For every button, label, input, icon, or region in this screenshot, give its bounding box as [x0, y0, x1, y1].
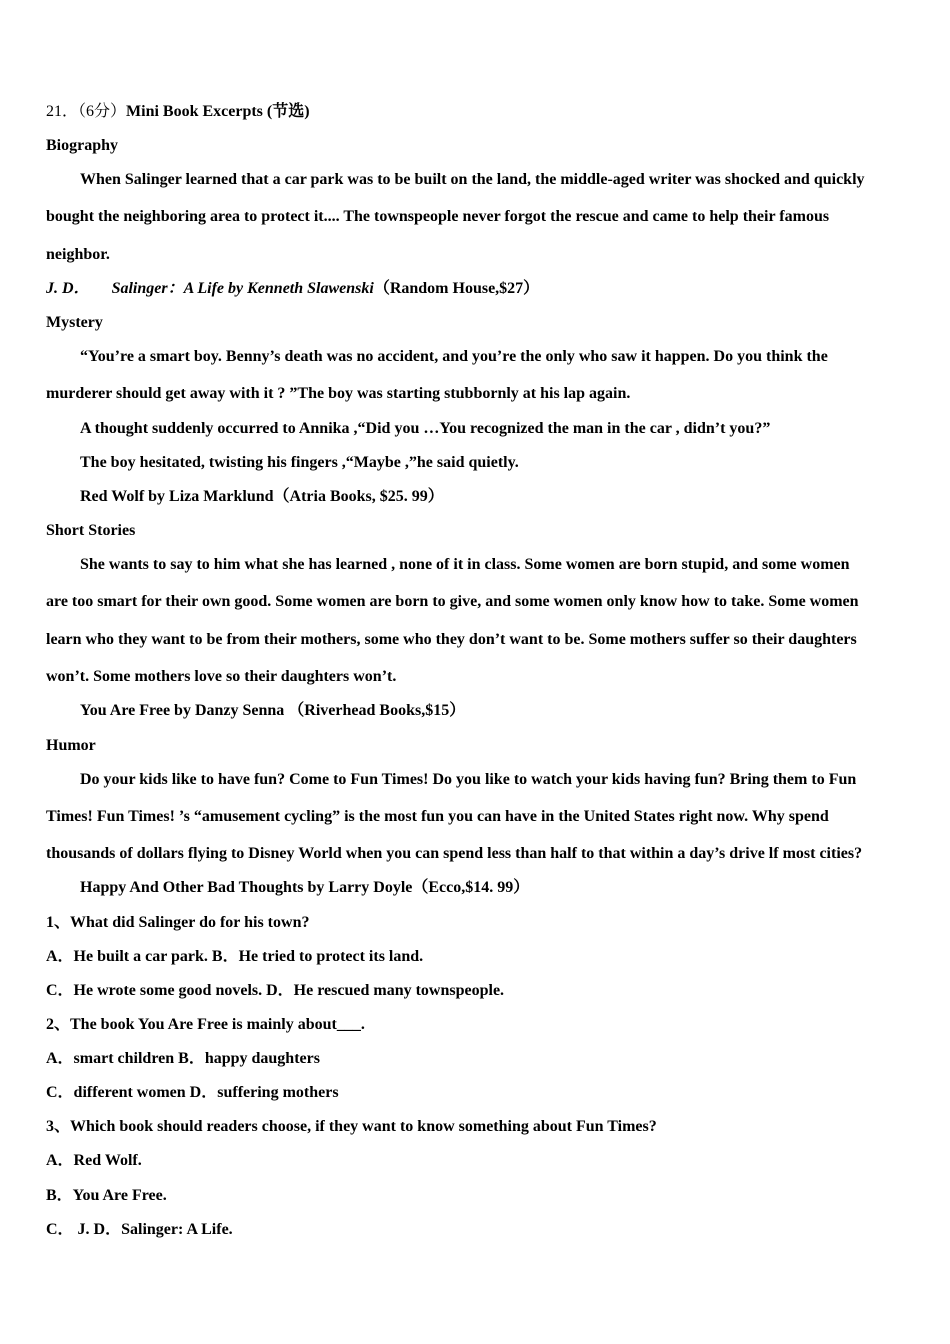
question-stem: 3、Which book should readers choose, if they want to know something about Fun Times?	[46, 1118, 657, 1135]
section-heading-mystery: Mystery	[46, 314, 103, 331]
mystery-book-source: Red Wolf by Liza Marklund（Atria Books, $25. 99）	[80, 488, 444, 505]
humor-line: thousands of dollars flying to Disney World when you can spend less than half to that within a day’s drive lf most cities?	[46, 845, 863, 862]
question-option: B．You Are Free.	[46, 1187, 167, 1204]
question-option: C． J. D．Salinger: A Life.	[46, 1221, 233, 1238]
biography-line: neighbor.	[46, 246, 110, 263]
short-stories-line: She wants to say to him what she has learned , none of it in class. Some women are born stupid, and some women	[80, 556, 850, 573]
humor-line: Do your kids like to have fun? Come to Fun Times! Do you like to watch your kids having fun? Bring them to Fun	[80, 771, 857, 788]
question-options: A．He built a car park. B．He tried to protect its land.	[46, 948, 424, 965]
mystery-line: The boy hesitated, twisting his fingers ,“Maybe ,”he said quietly.	[80, 454, 519, 471]
question-number: 21．（6分）	[46, 103, 127, 120]
biography-book-publisher: （Random House,$27）	[373, 280, 540, 297]
section-heading-biography: Biography	[46, 137, 119, 154]
mystery-line: “You’re a smart boy. Benny’s death was no accident, and you’re the only who saw it happen. Do you think the	[80, 348, 828, 365]
question-options: C．He wrote some good novels. D．He rescued many townspeople.	[46, 982, 505, 999]
mystery-line: A thought suddenly occurred to Annika ,“Did you …You recognized the man in the car , didn’t you?”	[80, 420, 771, 437]
short-stories-line: learn who they want to be from their mothers, some who they don’t want to be. Some mothers suffer so their daughters	[46, 631, 857, 648]
short-stories-line: won’t. Some mothers love so their daughters won’t.	[46, 668, 397, 685]
short-stories-line: are too smart for their own good. Some women are born to give, and some women only know how to take. Some women	[46, 593, 859, 610]
question-options: A．smart children B．happy daughters	[46, 1050, 320, 1067]
question-options: C．different women D．suffering mothers	[46, 1084, 339, 1101]
question-stem: 2、The book You Are Free is mainly about___.	[46, 1016, 365, 1033]
question-title: Mini Book Excerpts (节选)	[126, 103, 310, 120]
biography-line: When Salinger learned that a car park was to be built on the land, the middle-aged writer was shocked and quickly	[80, 171, 865, 188]
section-heading-humor: Humor	[46, 737, 96, 754]
question-stem: 1、What did Salinger do for his town?	[46, 914, 310, 931]
biography-line: bought the neighboring area to protect it.... The townspeople never forgot the rescue and came to help their famous	[46, 208, 830, 225]
mystery-line: murderer should get away with it ? ”The boy was starting stubbornly at his lap again.	[46, 385, 631, 402]
question-option: A．Red Wolf.	[46, 1152, 142, 1169]
short-stories-book-source: You Are Free by Danzy Senna （Riverhead Books,$15）	[80, 702, 466, 719]
biography-book-title: Salinger：A Life by Kenneth Slawenski	[111, 280, 374, 297]
humor-line: Times! Fun Times! ’s “amusement cycling” is the most fun you can have in the United States right now. Why spend	[46, 808, 829, 825]
biography-book-source	[46, 279, 916, 299]
question-header	[46, 102, 916, 122]
humor-book-source: Happy And Other Bad Thoughts by Larry Doyle（Ecco,$14. 99）	[80, 879, 530, 896]
section-heading-short-stories: Short Stories	[46, 522, 136, 539]
biography-book-author: J. D．	[46, 280, 90, 297]
